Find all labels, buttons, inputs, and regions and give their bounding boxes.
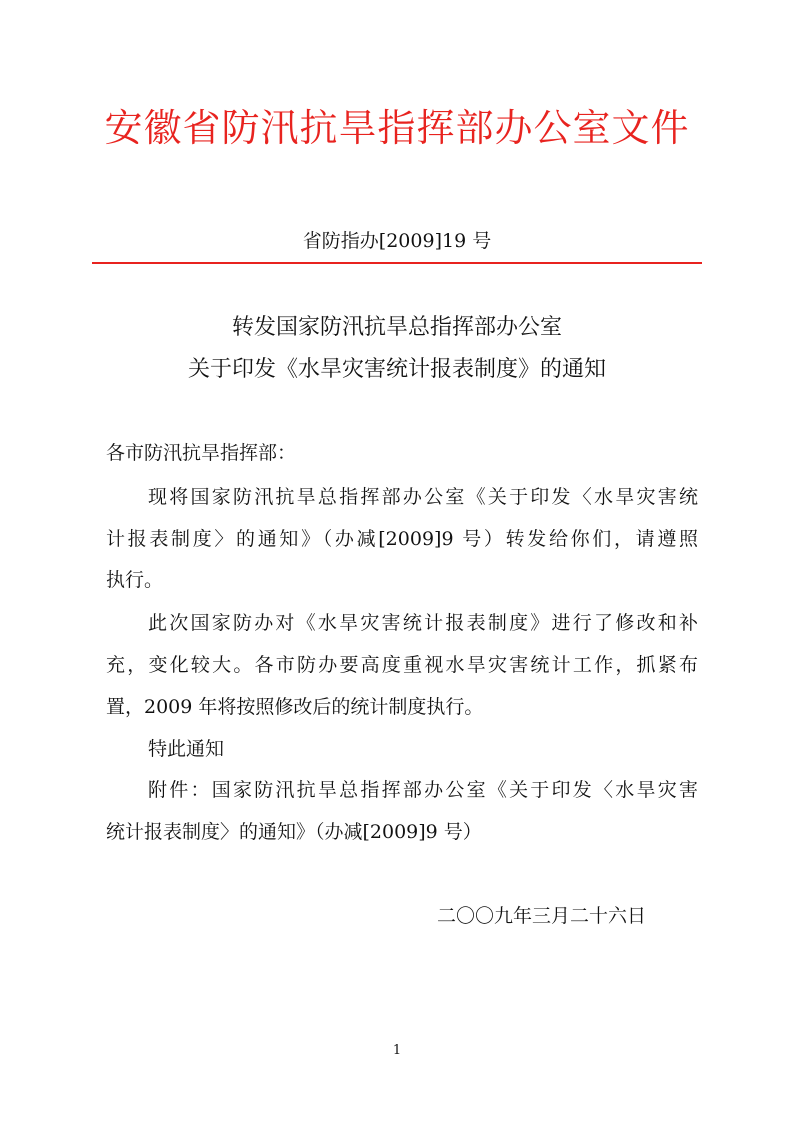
document-header-title: 安徽省防汛抗旱指挥部办公室文件 — [104, 106, 690, 150]
salutation: 各市防汛抗旱指挥部： — [106, 442, 297, 464]
paragraph-2-line-3: 置，2009 年将按照修改后的统计制度执行。 — [106, 696, 484, 718]
document-number: 省防指办[2009]19 号 — [302, 230, 492, 252]
closing-phrase: 特此通知 — [148, 738, 225, 760]
notice-title-line-1: 转发国家防汛抗旱总指挥部办公室 — [231, 315, 562, 340]
paragraph-1-line-1: 现将国家防汛抗旱总指挥部办公室《关于印发〈水旱灾害统 — [148, 486, 698, 508]
paragraph-1-line-3: 执行。 — [106, 569, 164, 591]
attachment-line-1: 附件：国家防汛抗旱总指挥部办公室《关于印发〈水旱灾害 — [148, 779, 698, 801]
notice-title-line-2: 关于印发《水旱灾害统计报表制度》的通知 — [187, 357, 606, 382]
attachment-line-2: 统计报表制度〉的通知》（办减[2009]9 号） — [106, 821, 482, 843]
paragraph-1-line-2: 计报表制度〉的通知》（办减[2009]9 号）转发给你们，请遵照 — [106, 528, 698, 550]
red-divider-line — [92, 262, 702, 264]
paragraph-2-line-2: 充，变化较大。各市防办要高度重视水旱灾害统计工作，抓紧布 — [106, 654, 698, 676]
page-number: 1 — [392, 1043, 402, 1058]
paragraph-2-line-1: 此次国家防办对《水旱灾害统计报表制度》进行了修改和补 — [148, 612, 698, 634]
document-date: 二〇〇九年三月二十六日 — [437, 905, 647, 927]
